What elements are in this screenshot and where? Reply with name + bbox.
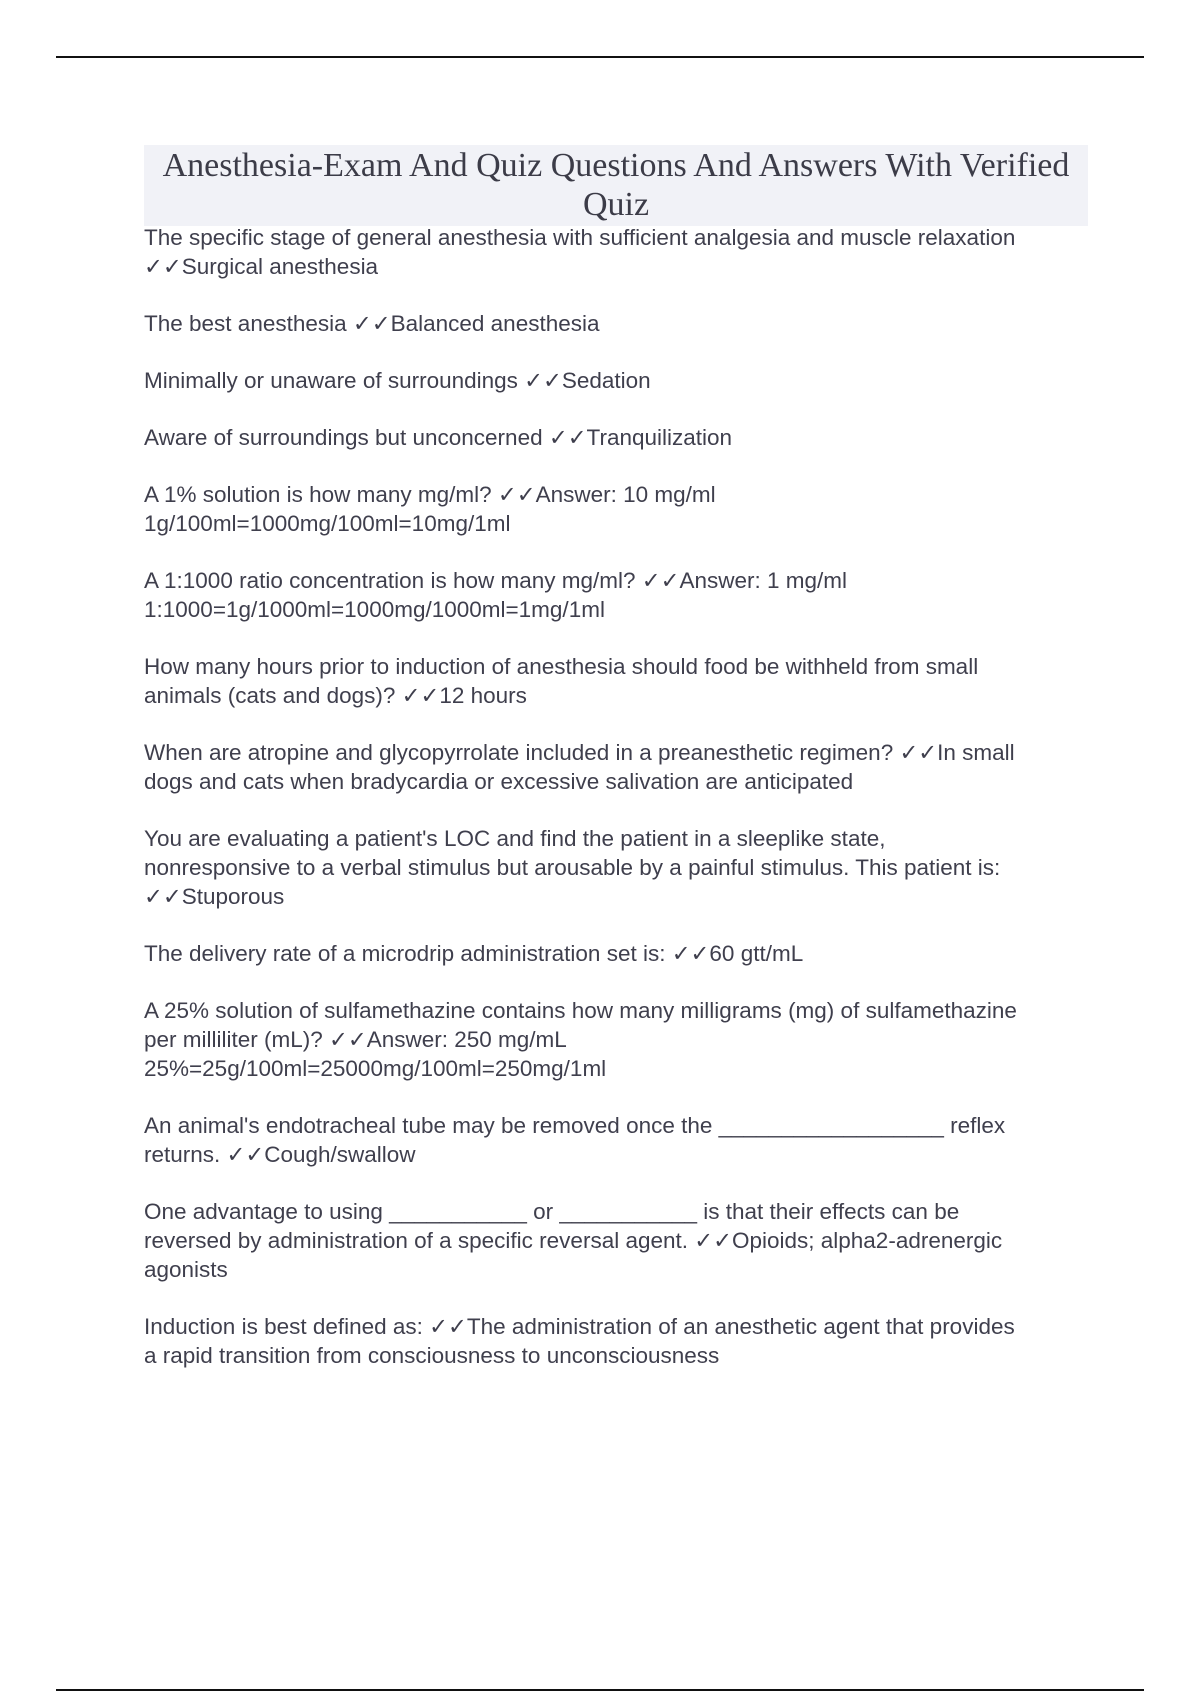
qa-line: Induction is best defined as: ✓✓The administration of an anesthetic agent that provides [144, 1314, 1015, 1339]
qa-item [144, 939, 1088, 968]
qa-line: A 25% solution of sulfamethazine contains how many milligrams (mg) of sulfamethazine [144, 998, 1017, 1023]
qa-line: A 1:1000 ratio concentration is how many mg/ml? ✓✓Answer: 1 mg/ml [144, 568, 848, 593]
qa-item [144, 652, 1088, 710]
document-body [144, 145, 1088, 1398]
document-title: Anesthesia-Exam And Quiz Questions And Answers With Verified Quiz [144, 145, 1088, 226]
qa-item [144, 566, 1088, 624]
qa-line: returns. ✓✓Cough/swallow [144, 1142, 416, 1167]
qa-item [144, 423, 1088, 452]
qa-line: animals (cats and dogs)? ✓✓12 hours [144, 683, 527, 708]
qa-item [144, 738, 1088, 796]
qa-line: Aware of surroundings but unconcerned ✓✓Tranquilization [144, 425, 733, 450]
qa-item [144, 366, 1088, 395]
qa-item [144, 1312, 1088, 1370]
qa-line: The delivery rate of a microdrip administration set is: ✓✓60 gtt/mL [144, 941, 804, 966]
qa-line: reversed by administration of a specific reversal agent. ✓✓Opioids; alpha2-adrenergic [144, 1228, 1003, 1253]
qa-line: Minimally or unaware of surroundings ✓✓Sedation [144, 368, 651, 393]
qa-line: How many hours prior to induction of anesthesia should food be withheld from small [144, 654, 979, 679]
qa-item [144, 996, 1088, 1083]
qa-line: 25%=25g/100ml=25000mg/100ml=250mg/1ml [144, 1056, 607, 1081]
top-rule [56, 56, 1144, 58]
qa-line: A 1% solution is how many mg/ml? ✓✓Answer: 10 mg/ml [144, 482, 716, 507]
qa-line: a rapid transition from consciousness to unconsciousness [144, 1343, 720, 1368]
qa-line: nonresponsive to a verbal stimulus but arousable by a painful stimulus. This patient is: [144, 855, 1001, 880]
qa-line: An animal's endotracheal tube may be removed once the __________________ reflex [144, 1113, 1006, 1138]
qa-line: 1g/100ml=1000mg/100ml=10mg/1ml [144, 511, 511, 536]
qa-line: You are evaluating a patient's LOC and find the patient in a sleeplike state, [144, 826, 886, 851]
qa-list [144, 223, 1088, 1370]
qa-line: The best anesthesia ✓✓Balanced anesthesia [144, 311, 600, 336]
qa-line: ✓✓Surgical anesthesia [144, 254, 379, 279]
qa-line: dogs and cats when bradycardia or excessive salivation are anticipated [144, 769, 854, 794]
qa-item [144, 824, 1088, 911]
bottom-rule [56, 1689, 1144, 1691]
qa-item [144, 223, 1088, 281]
qa-item [144, 309, 1088, 338]
qa-line: One advantage to using ___________ or ___________ is that their effects can be [144, 1199, 960, 1224]
qa-item [144, 480, 1088, 538]
qa-line: agonists [144, 1257, 228, 1282]
qa-line: per milliliter (mL)? ✓✓Answer: 250 mg/mL [144, 1027, 567, 1052]
qa-item [144, 1197, 1088, 1284]
qa-item [144, 1111, 1088, 1169]
qa-line: The specific stage of general anesthesia with sufficient analgesia and muscle relaxation [144, 225, 1016, 250]
qa-line: 1:1000=1g/1000ml=1000mg/1000ml=1mg/1ml [144, 597, 605, 622]
qa-line: ✓✓Stuporous [144, 884, 285, 909]
qa-line: When are atropine and glycopyrrolate included in a preanesthetic regimen? ✓✓In small [144, 740, 1015, 765]
